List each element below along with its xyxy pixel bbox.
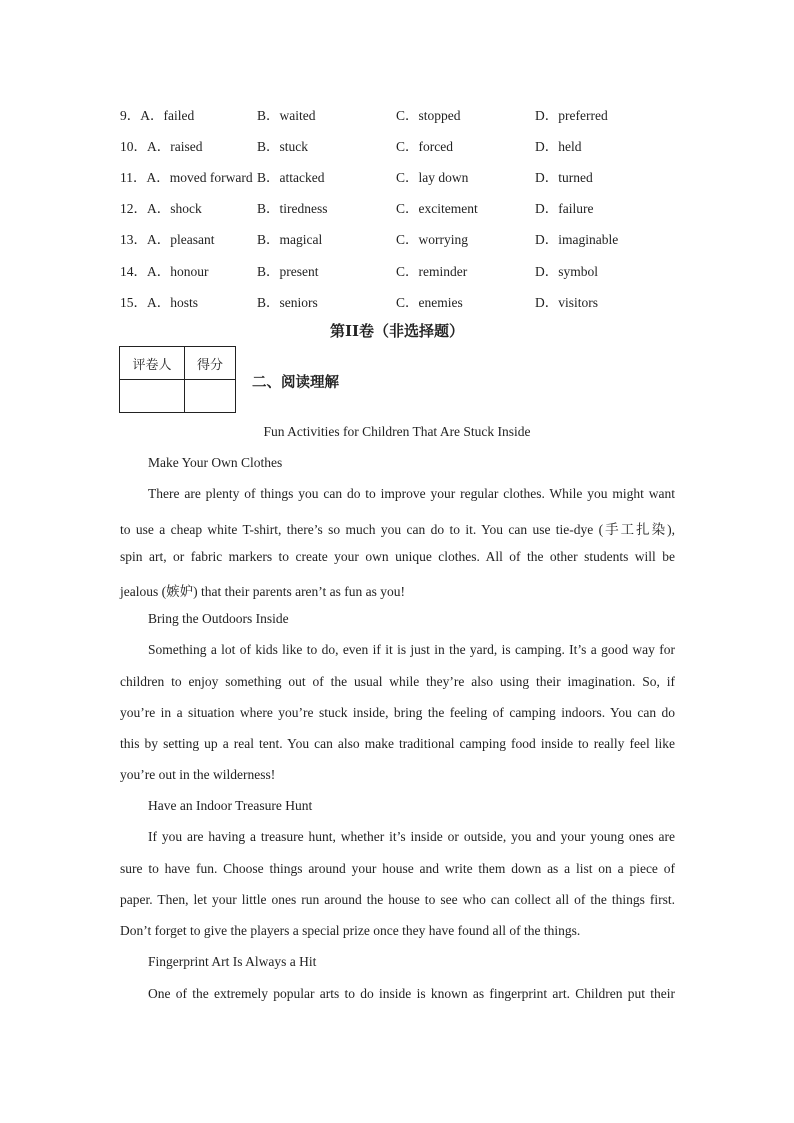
subheading: Make Your Own Clothes xyxy=(148,455,283,470)
paragraph-line: paper. Then, let your little ones run around the house to see who can collect all of the things first. xyxy=(120,892,675,907)
subheading: Have an Indoor Treasure Hunt xyxy=(148,798,313,813)
paragraph-line: If you are having a treasure hunt, whether it’s inside or outside, you and your young ones are xyxy=(148,829,675,844)
option-d: D．held xyxy=(535,139,582,154)
option-b: B．seniors xyxy=(257,295,318,310)
paragraph-line: to use a cheap white T-shirt, there’s so much you can do to it. You can use tie-dye (手工扎染), xyxy=(120,522,675,537)
paragraph-line: children to enjoy something out of the usual while they’re also using their imagination. So, if xyxy=(120,674,675,689)
option-c: C．stopped xyxy=(396,108,461,123)
option-a: 14．A．honour xyxy=(120,264,209,279)
paragraph-line: There are plenty of things you can do to improve your regular clothes. While you might want xyxy=(148,486,675,501)
paragraph-line: you’re out in the wilderness! xyxy=(120,767,276,782)
option-c: C．enemies xyxy=(396,295,463,310)
paragraph-line: One of the extremely popular arts to do inside is known as fingerprint art. Children put their xyxy=(148,986,675,1001)
score-cell[interactable] xyxy=(185,380,236,413)
paragraph-line: Something a lot of kids like to do, even if it is just in the yard, is camping. It’s a good way for xyxy=(148,642,675,657)
volume-title: 第II卷（非选择题） xyxy=(329,322,465,340)
passage-title: Fun Activities for Children That Are Stuck Inside xyxy=(263,424,531,439)
option-a: 9．A．failed xyxy=(120,108,195,123)
option-b: B．tiredness xyxy=(257,201,328,216)
score-table xyxy=(119,346,236,413)
option-b: B．magical xyxy=(257,232,323,247)
option-a: 13．A．pleasant xyxy=(120,232,215,247)
option-a: 12．A．shock xyxy=(120,201,202,216)
option-a: 11．A．moved forward xyxy=(120,170,253,185)
option-d: D．failure xyxy=(535,201,594,216)
option-b: B．present xyxy=(257,264,319,279)
option-b: B．waited xyxy=(257,108,316,123)
option-d: D．imaginable xyxy=(535,232,619,247)
option-d: D．symbol xyxy=(535,264,599,279)
option-d: D．preferred xyxy=(535,108,608,123)
option-d: D．turned xyxy=(535,170,593,185)
paragraph-line: sure to have fun. Choose things around your house and write them down as a list on a piece of xyxy=(120,861,675,876)
paragraph-line: jealous (嫉妒) that their parents aren’t as fun as you! xyxy=(120,584,406,599)
score-header: 得分 xyxy=(185,347,236,380)
subheading: Fingerprint Art Is Always a Hit xyxy=(148,954,317,969)
option-c: C．excitement xyxy=(396,201,478,216)
option-c: C．lay down xyxy=(396,170,469,185)
option-c: C．worrying xyxy=(396,232,468,247)
option-a: 10．A．raised xyxy=(120,139,203,154)
option-a: 15．A．hosts xyxy=(120,295,199,310)
grader-cell[interactable] xyxy=(120,380,185,413)
paragraph-line: you’re in a situation where you’re stuck inside, bring the feeling of camping indoors. You can do xyxy=(120,705,675,720)
option-b: B．stuck xyxy=(257,139,309,154)
option-b: B．attacked xyxy=(257,170,325,185)
paragraph-line: spin art, or fabric markers to create your own unique clothes. All of the other students will be xyxy=(120,549,675,564)
grader-header: 评卷人 xyxy=(120,347,185,380)
option-c: C．reminder xyxy=(396,264,468,279)
paragraph-line: Don’t forget to give the players a special prize once they have found all of the things. xyxy=(120,923,581,938)
section-title: 二、阅读理解 xyxy=(252,375,339,391)
subheading: Bring the Outdoors Inside xyxy=(148,611,289,626)
paragraph-line: this by setting up a real tent. You can also make traditional camping food inside to really feel like xyxy=(120,736,675,751)
option-d: D．visitors xyxy=(535,295,599,310)
option-c: C．forced xyxy=(396,139,453,154)
